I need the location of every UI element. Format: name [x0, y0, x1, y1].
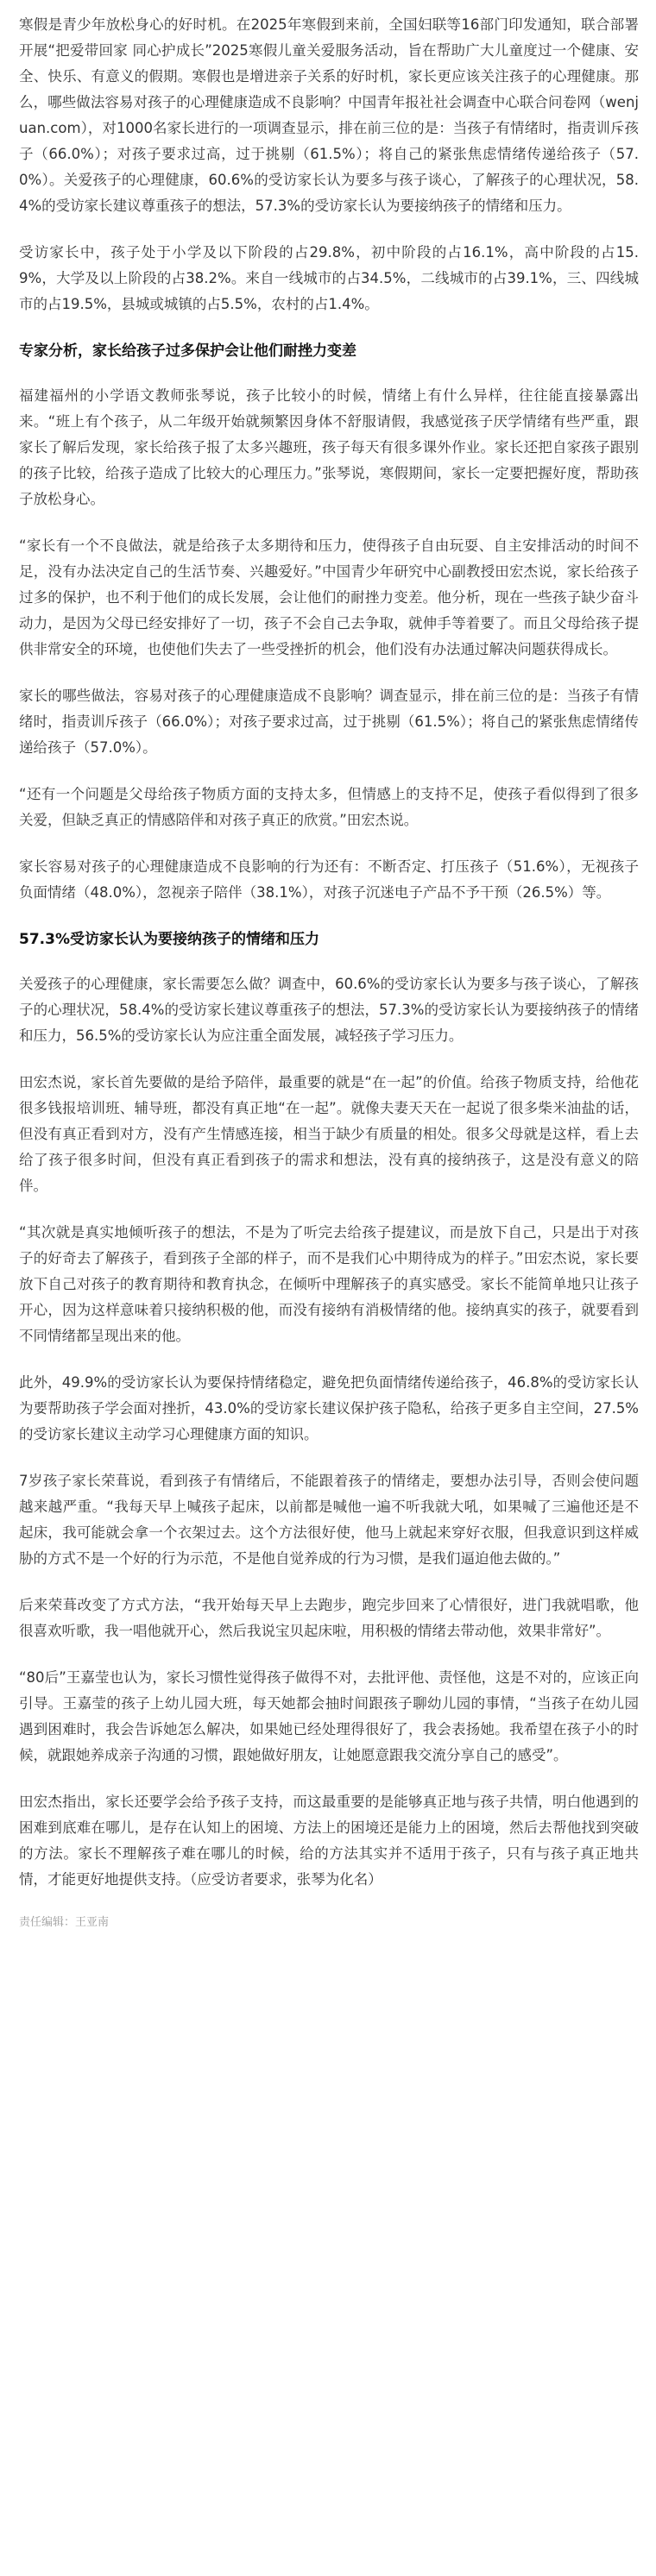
section-heading-expert-analysis: 专家分析，家长给孩子过多保护会让他们耐挫力变差	[19, 342, 356, 360]
body-paragraph: 家长的哪些做法，容易对孩子的心理健康造成不良影响？调查显示，排在前三位的是：当孩子有情绪时，指责训斥孩子（66.0%）；对孩子要求过高，过于挑剔（61.5%）；将自己的紧张焦虑情绪传递给孩子（57.0%）。	[19, 688, 639, 756]
body-paragraph: 田宏杰指出，家长还要学会给予孩子支持，而这最重要的是能够真正地与孩子共情，明白他遇到的困难到底难在哪儿，是存在认知上的困境、方法上的困境还是能力上的困境，然后去帮他找到突破的方法。家长不理解孩子难在哪儿的时候，给的方法其实并不适用于孩子，只有与孩子真正地共情，才能更好地提供支持。（应受访者要求，张琴为化名）	[19, 1794, 639, 1888]
body-paragraph: “其次就是真实地倾听孩子的想法，不是为了听完去给孩子提建议，而是放下自己，只是出于对孩子的好奇去了解孩子，看到孩子全部的样子，而不是我们心中期待成为的样子。”田宏杰说，家长要放下自己对孩子的教育期待和教育执念，在倾听中理解孩子的真实感受。家长不能简单地只让孩子开心，因为这样意味着只接纳积极的他，而没有接纳有消极情绪的他。接纳真实的孩子，就要看到不同情绪都呈现出来的他。	[19, 1224, 639, 1344]
body-paragraph: 福建福州的小学语文教师张琴说，孩子比较小的时候，情绪上有什么异样，往往能直接暴露出来。“班上有个孩子，从二年级开始就频繁因身体不舒服请假，我感觉孩子厌学情绪有些严重，跟家长了解后发现，家长给孩子报了太多兴趣班，孩子每天有很多课外作业。家长还把自家孩子跟别的孩子比较，给孩子造成了比较大的心理压力。”张琴说，寒假期间，家长一定要把握好度，帮助孩子放松身心。	[19, 387, 639, 507]
body-paragraph: 关爱孩子的心理健康，家长需要怎么做？调查中，60.6%的受访家长认为要多与孩子谈心，了解孩子的心理状况，58.4%的受访家长建议尊重孩子的想法，57.3%的受访家长认为要接纳孩子的情绪和压力，56.5%的受访家长认为应注重全面发展，减轻孩子学习压力。	[19, 976, 639, 1044]
body-paragraph: 后来荣葺改变了方式方法，“我开始每天早上去跑步，跑完步回来了心情很好，进门我就唱歌，他很喜欢听歌，我一唱他就开心，然后我说宝贝起床啦，用积极的情绪去带动他，效果非常好”。	[19, 1597, 639, 1639]
body-paragraph: “家长有一个不良做法，就是给孩子太多期待和压力，使得孩子自由玩耍、自主安排活动的时间不足，没有办法决定自己的生活节奏、兴趣爱好。”中国青少年研究中心副教授田宏杰说，家长给孩子过多的保护，也不利于他们的成长发展，会让他们的耐挫力变差。他分析，现在一些孩子缺少奋斗动力，是因为父母已经安排好了一切，孩子不会自己去争取，就伸手等着要了。而且父母给孩子提供非常安全的环境，也使他们失去了一些受挫折的机会，他们没有办法通过解决问题获得成长。	[19, 537, 639, 657]
responsible-editor: 责任编辑：王亚南	[19, 1916, 110, 1929]
body-paragraph: “还有一个问题是父母给孩子物质方面的支持太多，但情感上的支持不足，使孩子看似得到了很多关爱，但缺乏真正的情感陪伴和对孩子真正的欣赏。”田宏杰说。	[19, 786, 639, 828]
body-paragraph: 7岁孩子家长荣葺说，看到孩子有情绪后，不能跟着孩子的情绪走，要想办法引导，否则会使问题越来越严重。“我每天早上喊孩子起床，以前都是喊他一遍不听我就大吼，如果喊了三遍他还是不起床，我可能就会拿一个衣架过去。这个方法很好使，他马上就起来穿好衣服，但我意识到这样威胁的方式不是一个好的行为示范，不是他自觉养成的行为习惯，是我们逼迫他去做的。”	[19, 1473, 639, 1567]
body-paragraph: 此外，49.9%的受访家长认为要保持情绪稳定，避免把负面情绪传递给孩子，46.8%的受访家长认为要帮助孩子学会面对挫折，43.0%的受访家长建议保护孩子隐私，给孩子更多自主空间，27.5%的受访家长建议主动学习心理健康方面的知识。	[19, 1374, 639, 1442]
section-heading-accept-emotions: 57.3%受访家长认为要接纳孩子的情绪和压力	[19, 931, 319, 948]
body-paragraph: 家长容易对孩子的心理健康造成不良影响的行为还有：不断否定、打压孩子（51.6%），无视孩子负面情绪（48.0%），忽视亲子陪伴（38.1%），对孩子沉迷电子产品不予干预（26.5%）等。	[19, 858, 639, 901]
body-paragraph: 田宏杰说，家长首先要做的是给予陪伴，最重要的就是“在一起”的价值。给孩子物质支持，给他花很多钱报培训班、辅导班，都没有真正地“在一起”。就像夫妻天天在一起说了很多柴米油盐的话，但没有真正看到对方，没有产生情感连接，相当于缺少有质量的相处。很多父母就是这样，看上去给了孩子很多时间，但没有真正看到孩子的需求和想法，没有真的接纳孩子，这是没有意义的陪伴。	[19, 1074, 639, 1194]
respondent-demographics-paragraph: 受访家长中，孩子处于小学及以下阶段的占29.8%，初中阶段的占16.1%，高中阶段的占15.9%，大学及以上阶段的占38.2%。来自一线城市的占34.5%，二线城市的占39.1%，三、四线城市的占19.5%，县城或城镇的占5.5%，农村的占1.4%。	[19, 244, 639, 312]
intro-paragraph: 寒假是青少年放松身心的好时机。在2025年寒假到来前，全国妇联等16部门印发通知，联合部署开展“把爱带回家 同心护成长”2025寒假儿童关爱服务活动，旨在帮助广大儿童度过一个健康、安全、快乐、有意义的假期。寒假也是增进亲子关系的好时机，家长更应该关注孩子的心理健康。那么，哪些做法容易对孩子的心理健康造成不良影响？中国青年报社社会调查中心联合问卷网（wenjuan.com），对1000名家长进行的一项调查显示，排在前三位的是：当孩子有情绪时，指责训斥孩子（66.0%）；对孩子要求过高，过于挑剔（61.5%）；将自己的紧张焦虑情绪传递给孩子（57.0%）。关爱孩子的心理健康，60.6%的受访家长认为要多与孩子谈心，了解孩子的心理状况，58.4%的受访家长建议尊重孩子的想法，57.3%的受访家长认为要接纳孩子的情绪和压力。	[19, 16, 639, 214]
body-paragraph: “80后”王嘉莹也认为，家长习惯性觉得孩子做得不对，去批评他、责怪他，这是不对的，应该正向引导。王嘉莹的孩子上幼儿园大班，每天她都会抽时间跟孩子聊幼儿园的事情，“当孩子在幼儿园遇到困难时，我会告诉她怎么解决，如果她已经处理得很好了，我会表扬她。我希望在孩子小的时候，就跟她养成亲子沟通的习惯，跟她做好朋友，让她愿意跟我交流分享自己的感受”。	[19, 1669, 639, 1763]
